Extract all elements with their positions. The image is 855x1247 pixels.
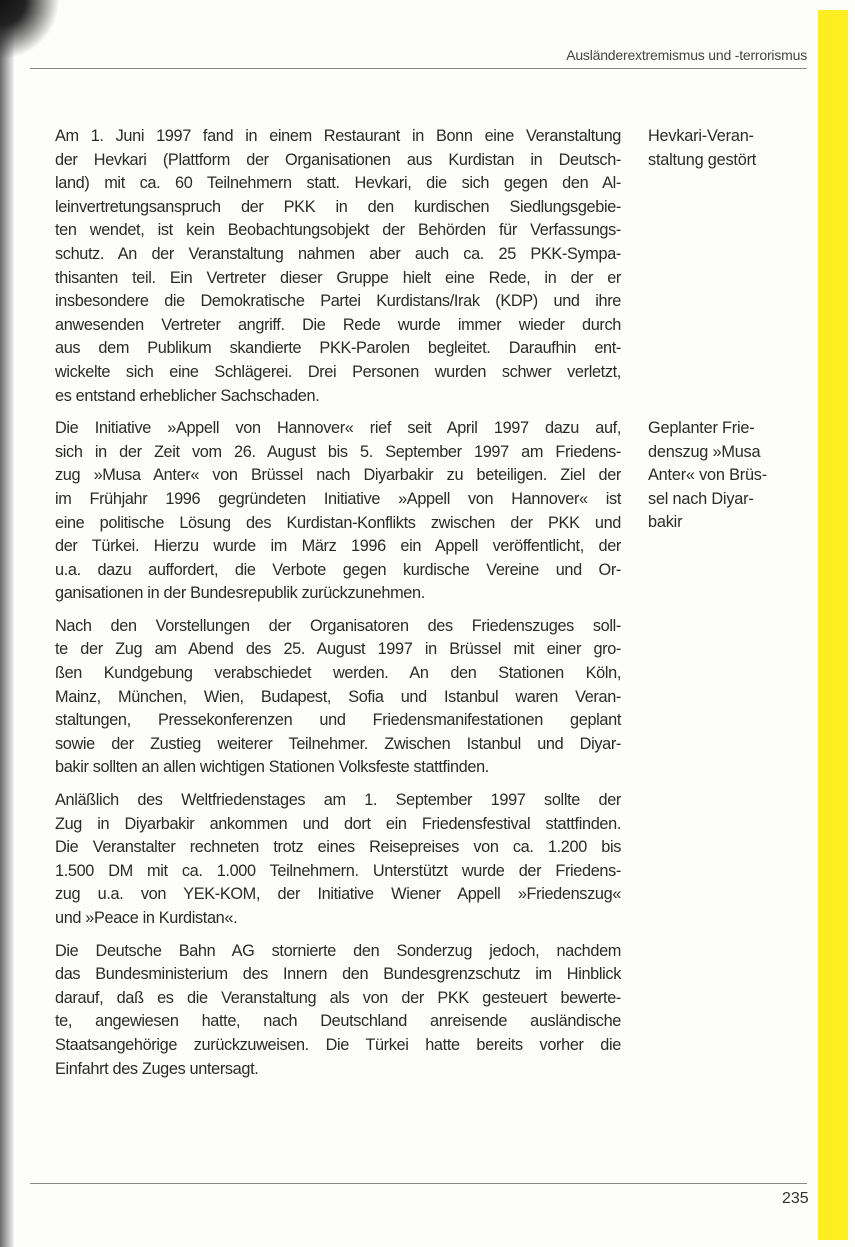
margin-note-friedenszug — [648, 417, 767, 535]
paragraph — [55, 940, 621, 1082]
text-line: es entstand erheblicher Sachschaden. — [55, 386, 320, 405]
margin-note-line: bakir — [648, 513, 683, 532]
page-number: 235 — [782, 1190, 809, 1207]
margin-note-line: sel nach Diyar- — [648, 489, 754, 508]
text-line: ßen Kundgebung verabschiedet werden. An den Stationen Köln, — [55, 664, 621, 683]
text-line: 1.500 DM mit ca. 1.000 Teilnehmern. Unterstützt wurde der Friedens- — [55, 861, 621, 880]
text-line: te, angewiesen hatte, nach Deutschland anreisende ausländische — [55, 1012, 621, 1031]
text-line: bakir sollten an allen wichtigen Stationen Volksfeste stattfinden. — [55, 758, 489, 777]
paragraph — [55, 125, 621, 408]
text-line: land) mit ca. 60 Teilnehmern statt. Hevkari, die sich gegen den Al- — [55, 174, 621, 193]
body-text — [55, 125, 621, 1090]
text-line: Mainz, München, Wien, Budapest, Sofia und Istanbul waren Veran- — [55, 687, 621, 706]
margin-note-line: denszug »Musa — [648, 442, 761, 461]
paragraph — [55, 789, 621, 931]
text-line: leinvertretungsanspruch der PKK in den kurdischen Siedlungsgebie- — [55, 197, 621, 216]
text-line: ten wendet, ist kein Beobachtungsobjekt der Behörden für Verfassungs- — [55, 221, 621, 240]
text-line: schutz. An der Veranstaltung nahmen aber auch ca. 25 PKK-Sympa- — [55, 244, 621, 263]
margin-note-hevkari — [648, 125, 756, 172]
text-line: insbesondere die Demokratische Partei Kurdistans/Irak (KDP) und ihre — [55, 292, 621, 311]
page-corner-shadow — [0, 0, 60, 60]
text-line: Nach den Vorstellungen der Organisatoren des Friedenszuges soll- — [55, 616, 621, 635]
footer-rule — [30, 1183, 807, 1184]
text-line: das Bundesministerium des Innern den Bundesgrenzschutz im Hinblick — [55, 965, 621, 984]
page-binding-shadow — [0, 0, 14, 1247]
text-line: u.a. dazu auffordert, die Verbote gegen kurdische Vereine und Or- — [55, 560, 621, 579]
text-line: Am 1. Juni 1997 fand in einem Restaurant in Bonn eine Veranstaltung — [55, 127, 621, 145]
text-line: anwesenden Vertreter angriff. Die Rede wurde immer wieder durch — [55, 315, 621, 334]
text-line: ganisationen in der Bundesrepublik zurückzunehmen. — [55, 584, 425, 603]
margin-note-line: Geplanter Frie- — [648, 419, 755, 437]
margin-note-line: staltung gestört — [648, 150, 757, 169]
text-line: thisanten teil. Ein Vertreter dieser Gruppe hielt eine Rede, in der er — [55, 268, 621, 287]
text-line: Anläßlich des Weltfriedenstages am 1. September 1997 sollte der — [55, 791, 621, 810]
text-line: Staatsangehörige zurückzuweisen. Die Türkei hatte bereits vorher die — [55, 1035, 621, 1054]
text-line: eine politische Lösung des Kurdistan-Konflikts zwischen der PKK und — [55, 513, 621, 532]
text-line: Einfahrt des Zuges untersagt. — [55, 1059, 259, 1078]
text-line: sowie der Zustieg weiterer Teilnehmer. Zwischen Istanbul und Diyar- — [55, 734, 621, 753]
running-header: Ausländerextremismus und -terrorismus — [566, 47, 807, 63]
text-line: Die Initiative »Appell von Hannover« rief seit April 1997 dazu auf, — [55, 419, 621, 438]
text-line: und »Peace in Kurdistan«. — [55, 909, 238, 927]
text-line: der Türkei. Hierzu wurde im März 1996 ein Appell veröffentlicht, der — [55, 537, 621, 556]
paragraph — [55, 615, 621, 780]
yellow-edge-marker — [818, 10, 848, 1240]
text-line: zug u.a. von YEK-KOM, der Initiative Wiener Appell »Friedenszug« — [55, 885, 621, 904]
text-line: darauf, daß es die Veranstaltung als von der PKK gesteuert bewerte- — [55, 988, 621, 1007]
margin-note-line: Anter« von Brüs- — [648, 466, 767, 485]
text-line: Zug in Diyarbakir ankommen und dort ein Friedensfestival stattfinden. — [55, 814, 621, 833]
paragraph — [55, 417, 621, 606]
text-line: wickelte sich eine Schlägerei. Drei Personen wurden schwer verletzt, — [55, 362, 621, 381]
text-line: Die Deutsche Bahn AG stornierte den Sonderzug jedoch, nachdem — [55, 941, 621, 960]
header-rule — [30, 68, 807, 69]
text-line: im Frühjahr 1996 gegründeten Initiative »Appell von Hannover« ist — [55, 489, 621, 508]
text-line: der Hevkari (Plattform der Organisationen aus Kurdistan in Deutsch- — [55, 150, 621, 169]
text-line: aus dem Publikum skandierte PKK-Parolen begleitet. Daraufhin ent- — [55, 339, 621, 358]
text-line: staltungen, Pressekonferenzen und Friedensmanifestationen geplant — [55, 711, 621, 730]
text-line: te der Zug am Abend des 25. August 1997 in Brüssel mit einer gro- — [55, 640, 621, 659]
text-line: Die Veranstalter rechneten trotz eines Reisepreises von ca. 1.200 bis — [55, 838, 621, 857]
margin-note-line: Hevkari-Veran- — [648, 127, 754, 145]
text-line: zug »Musa Anter« von Brüssel nach Diyarbakir zu beteiligen. Ziel der — [55, 466, 621, 485]
text-line: sich in der Zeit vom 26. August bis 5. September 1997 am Friedens- — [55, 442, 621, 461]
